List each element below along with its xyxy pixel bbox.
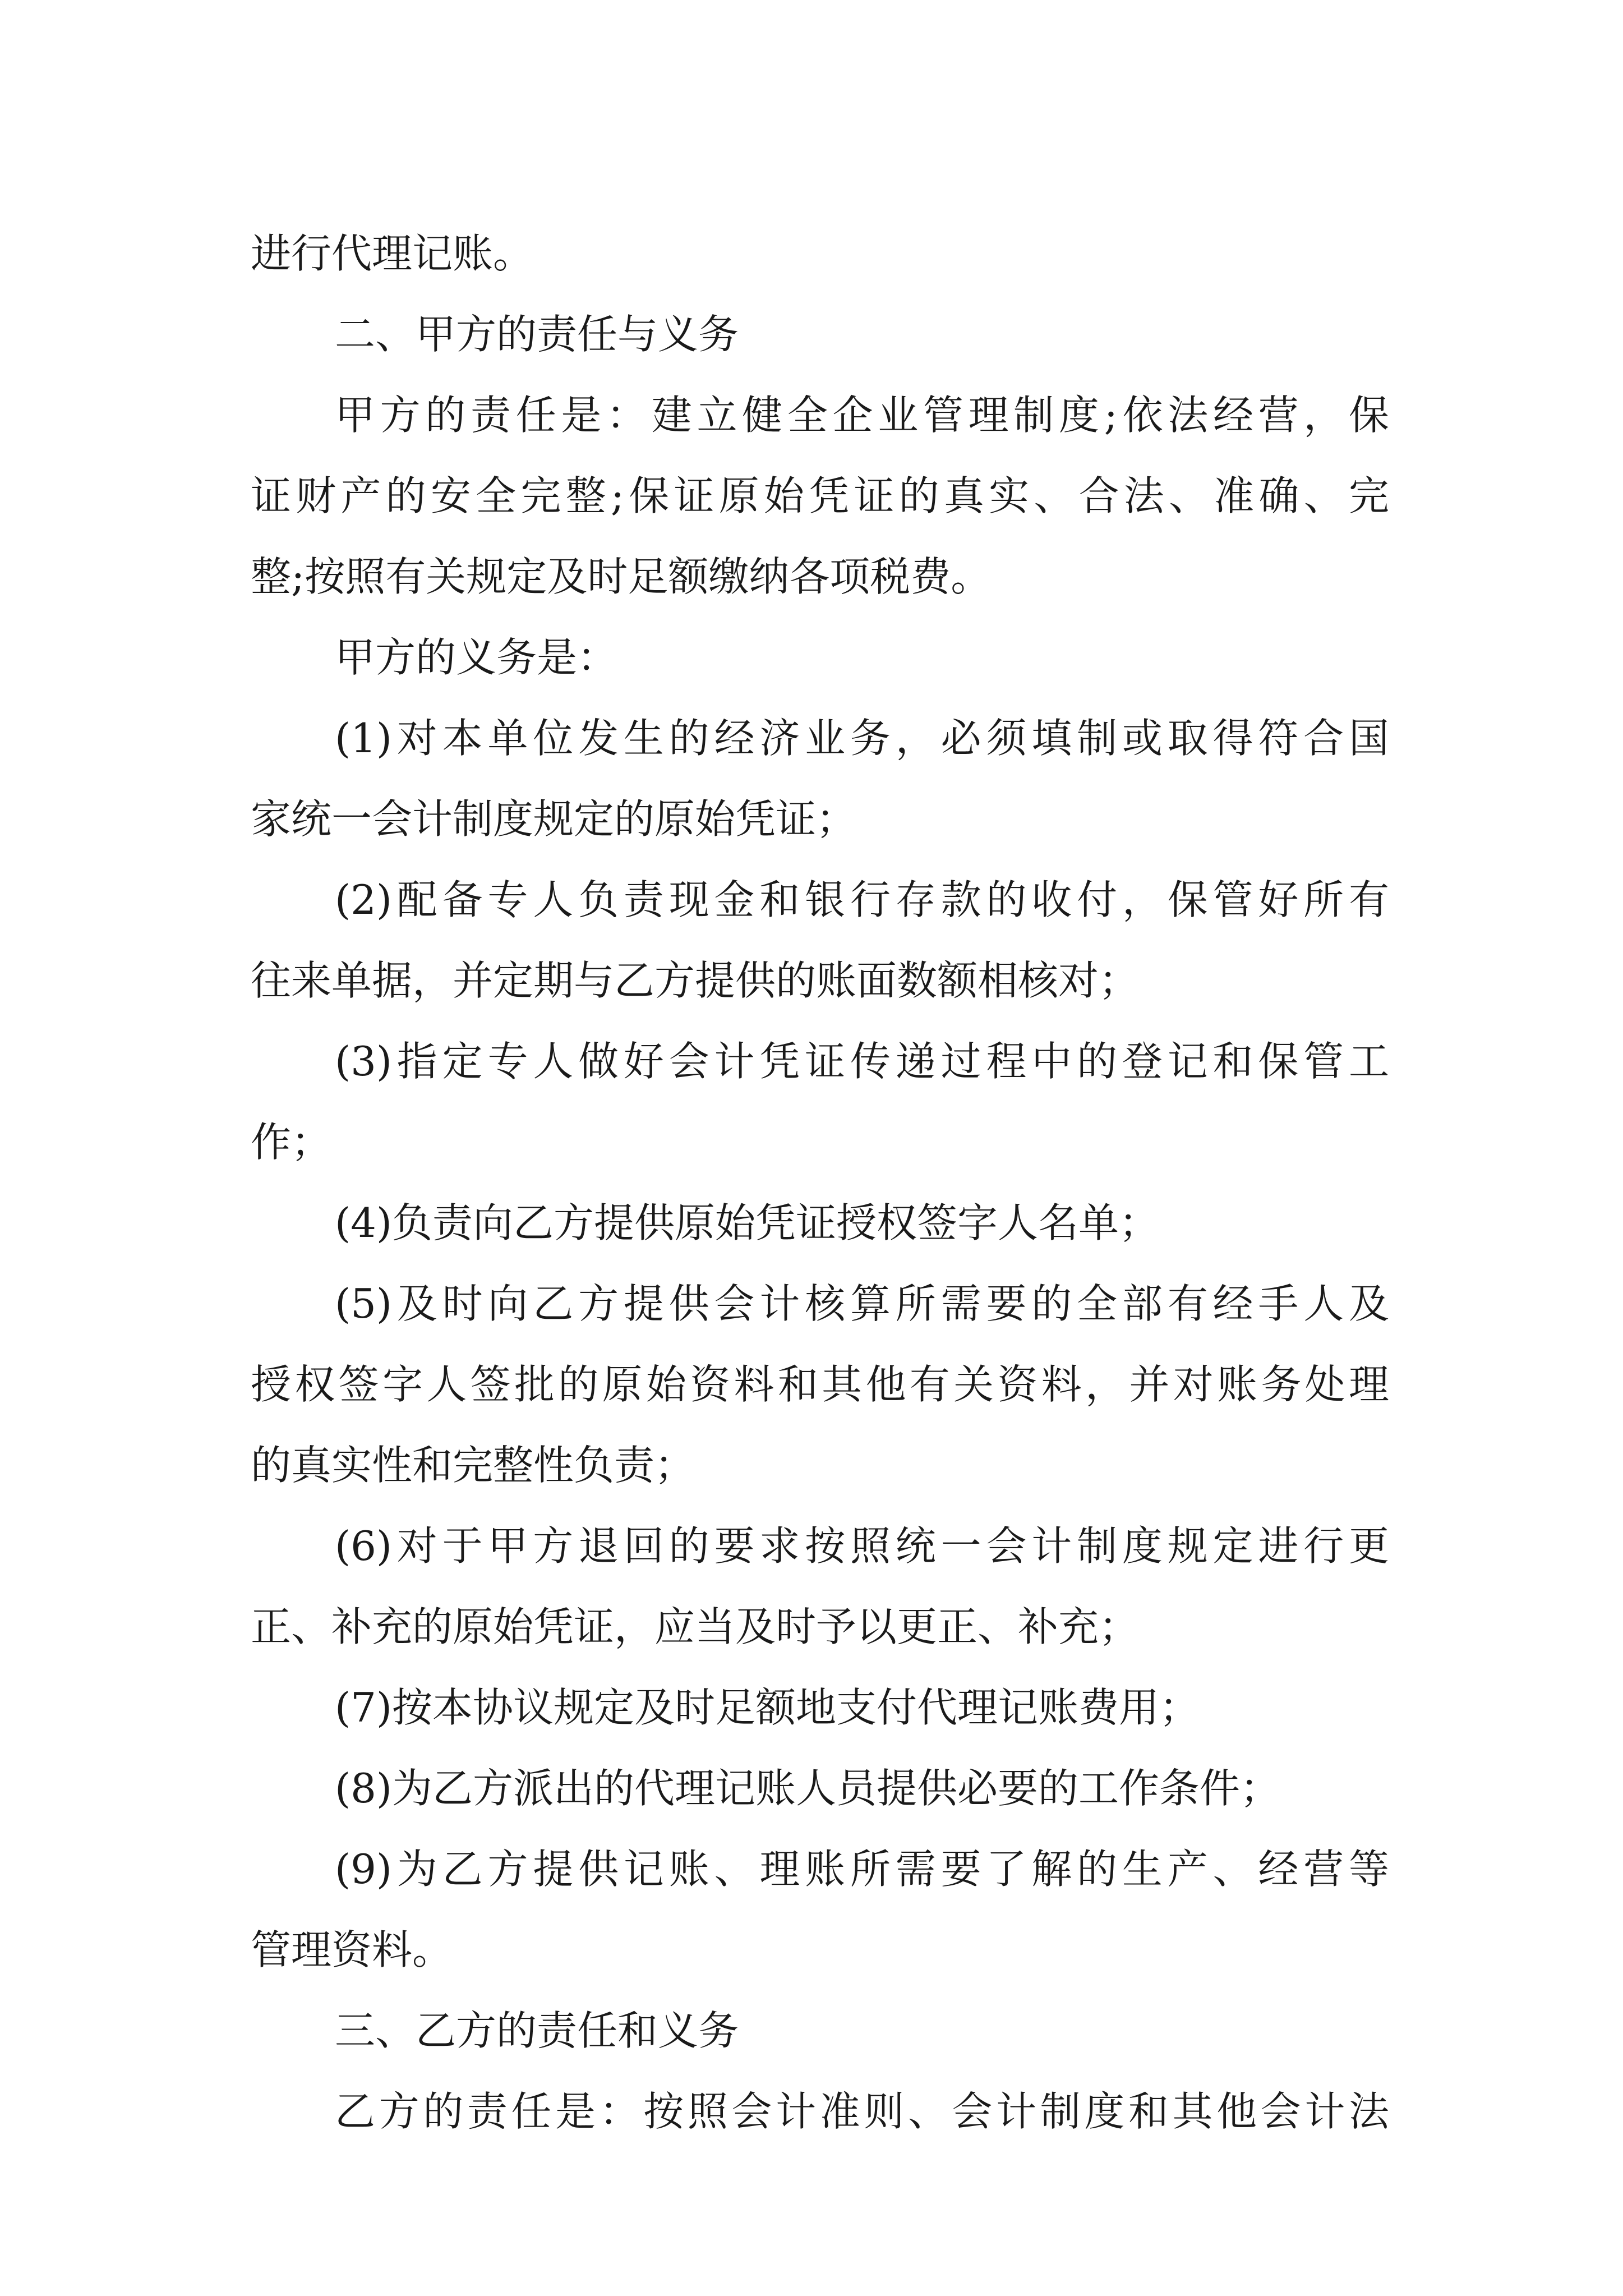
text-line: 管理资料。 bbox=[251, 1926, 453, 1973]
text-line: (8)为乙方派出的代理记账人员提供必要的工作条件； bbox=[335, 1765, 1280, 1812]
text-line: 三、乙方的责任和义务 bbox=[335, 2007, 739, 2054]
text-line: (1)对本单位发生的经济业务，必须填制或取得符合国 bbox=[335, 715, 1389, 762]
text-line: 整;按照有关规定及时足额缴纳各项税费。 bbox=[251, 553, 992, 600]
text-line: (4)负责向乙方提供原始凭证授权签字人名单； bbox=[335, 1199, 1159, 1246]
text-line: (6)对于甲方退回的要求按照统一会计制度规定进行更 bbox=[335, 1522, 1389, 1570]
text-line: (9)为乙方提供记账、理账所需要了解的生产、经营等 bbox=[335, 1846, 1389, 1893]
text-line: 甲方的责任是：建立健全企业管理制度;依法经营，保 bbox=[335, 392, 1389, 439]
text-line: 证财产的安全完整;保证原始凭证的真实、合法、准确、完 bbox=[251, 472, 1389, 519]
document-body bbox=[251, 213, 1389, 2152]
text-line: 二、甲方的责任与义务 bbox=[335, 311, 739, 358]
text-line: 作； bbox=[251, 1119, 332, 1166]
text-line: 乙方的责任是：按照会计准则、会计制度和其他会计法 bbox=[335, 2088, 1389, 2135]
text-line: (7)按本协议规定及时足额地支付代理记账费用； bbox=[335, 1684, 1200, 1731]
text-line: 进行代理记账。 bbox=[251, 230, 534, 277]
text-line: (2)配备专人负责现金和银行存款的收付，保管好所有 bbox=[335, 876, 1389, 923]
text-line: 的真实性和完整性负责； bbox=[251, 1442, 695, 1489]
text-line: 往来单据，并定期与乙方提供的账面数额相核对； bbox=[251, 957, 1140, 1004]
text-line: 甲方的义务是： bbox=[335, 634, 618, 681]
text-line: 授权签字人签批的原始资料和其他有关资料，并对账务处理 bbox=[251, 1361, 1389, 1408]
text-line: 家统一会计制度规定的原始凭证； bbox=[251, 795, 857, 843]
text-line: (3)指定专人做好会计凭证传递过程中的登记和保管工 bbox=[335, 1038, 1389, 1085]
text-line: (5)及时向乙方提供会计核算所需要的全部有经手人及 bbox=[335, 1280, 1389, 1327]
text-line: 正、补充的原始凭证，应当及时予以更正、补充； bbox=[251, 1603, 1140, 1650]
